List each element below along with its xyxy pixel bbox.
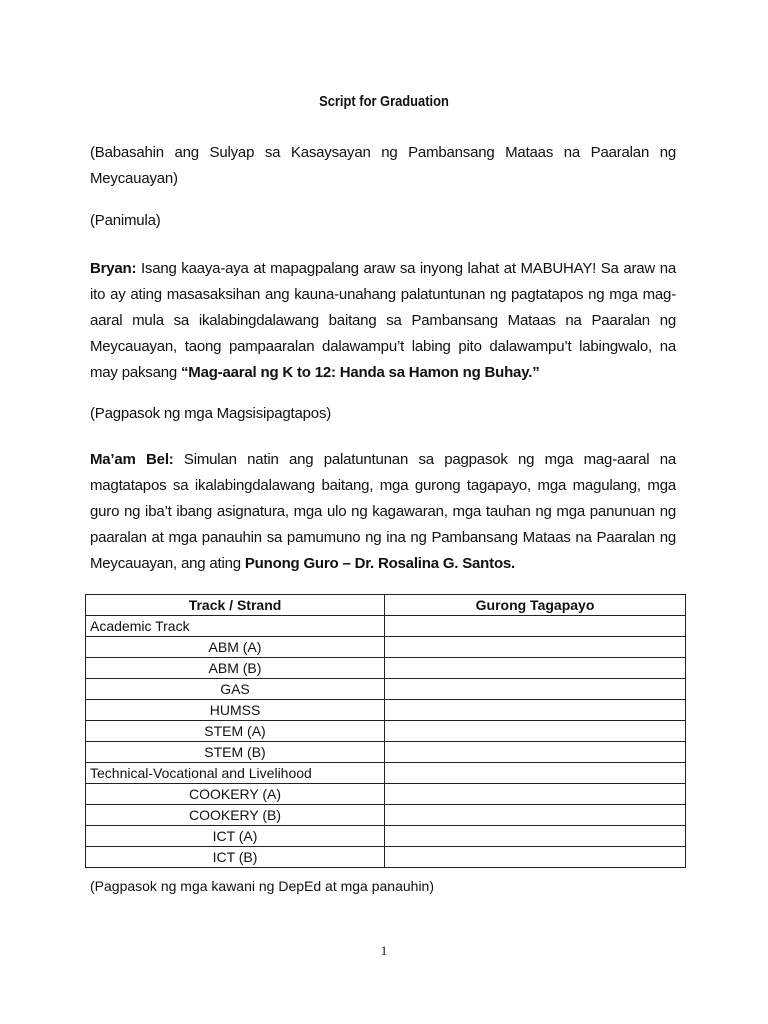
table-cell-track: Academic Track [86,616,385,637]
table-row [86,637,686,658]
page-number: 1 [380,943,388,958]
bryan-speaker: Bryan: [90,260,137,277]
table-cell-adviser [385,763,686,784]
maam-bel-speaker: Ma’am Bel: [90,451,174,468]
table-cell-track: HUMSS [86,700,385,721]
table-cell-adviser [385,658,686,679]
section-pagpasok [90,401,676,427]
table-row [86,805,686,826]
table-cell-adviser [385,826,686,847]
bryan-paragraph [90,256,676,386]
table-row [86,784,686,805]
section-panimula-text: (Panimula) [90,212,161,229]
section-pagpasok-text: (Pagpasok ng mga Magsisipagtapos) [90,405,332,422]
table-cell-adviser [385,700,686,721]
table-cell-track: ABM (B) [86,658,385,679]
table-row [86,763,686,784]
bryan-theme: “Mag-aaral ng K to 12: Handa sa Hamon ng Buhay.” [180,364,540,381]
table-cell-track: STEM (A) [86,721,385,742]
intro-note-text: (Babasahin ang Sulyap sa Kasaysayan ng Pambansang Mataas na Paaralan ng Meycauayan) [90,144,676,187]
table-cell-adviser [385,742,686,763]
section-panimula [90,208,676,234]
table-cell-adviser [385,847,686,868]
bryan-text: Isang kaaya-aya at mapagpalang araw sa inyong lahat at MABUHAY! Sa araw na ito ay ating masasaksihan ang kauna-unahang palatuntunan ng pagtatapos ng mga mag-aaral mula sa ikalabingdalawang baitang sa Pambansang Mataas na Paaralan ng Meycauayan, taong pampaaralan dalawampu’t labing pito dalawampu’t labingwalo, na may paksang [90,260,676,381]
table-row [86,700,686,721]
table-cell-track: GAS [86,679,385,700]
maam-bel-text: Simulan natin ang palatuntunan sa pagpasok ng mga mag-aaral na magtatapos sa ikalabingdalawang baitang, mga gurong tagapayo, mga magulang, mga guro ng iba’t ibang asignatura, mga ulo ng kagawaran, mga tauhan ng mga panunuan ng paaralan at mga panauhin sa pamumuno ng ina ng Pambansang Mataas na Paaralan ng Meycauayan, ang ating [90,451,676,572]
table-row [86,721,686,742]
table-cell-adviser [385,637,686,658]
table-cell-track: ABM (A) [86,637,385,658]
table-header-adviser: Gurong Tagapayo [385,595,686,616]
table-cell-track: ICT (A) [86,826,385,847]
table-row [86,679,686,700]
after-table-note: (Pagpasok ng mga kawani ng DepEd at mga panauhin) [90,878,434,894]
maam-bel-principal: Punong Guro – Dr. Rosalina G. Santos. [244,555,516,572]
table-cell-track: Technical-Vocational and Livelihood [86,763,385,784]
table-header-track: Track / Strand [86,595,385,616]
table-row [86,847,686,868]
table-header-row [86,595,686,616]
table-row [86,742,686,763]
table-cell-track: STEM (B) [86,742,385,763]
track-strand-table [85,594,686,868]
table-cell-track: COOKERY (A) [86,784,385,805]
table-row [86,658,686,679]
maam-bel-paragraph [90,447,676,577]
table-row [86,826,686,847]
intro-note [90,140,676,192]
table-row [86,616,686,637]
table-cell-adviser [385,784,686,805]
page-title: Script for Graduation [319,93,449,110]
table-cell-track: ICT (B) [86,847,385,868]
table-cell-adviser [385,721,686,742]
table-cell-adviser [385,805,686,826]
table-cell-adviser [385,679,686,700]
table-cell-track: COOKERY (B) [86,805,385,826]
table-cell-adviser [385,616,686,637]
